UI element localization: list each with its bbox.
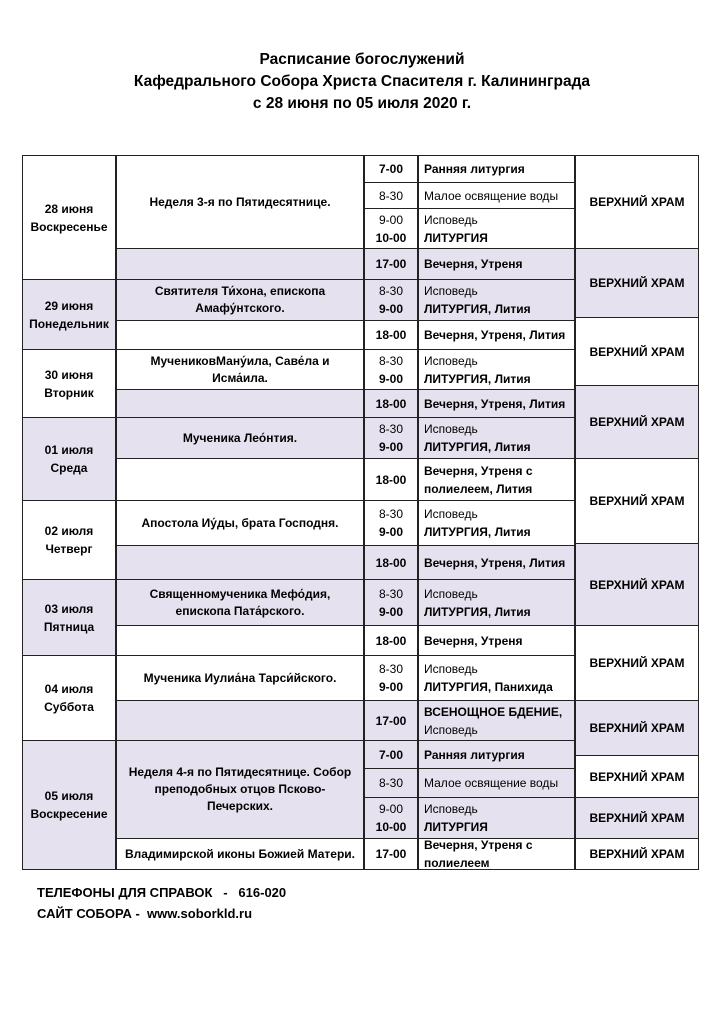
hall-label: ВЕРХНИЙ ХРАМ (589, 577, 685, 592)
service-time: 9-00 (378, 212, 404, 227)
service-time: 18-00 (375, 555, 407, 570)
service-name-cell (418, 417, 575, 459)
service-name-cell (418, 838, 575, 870)
service-name: ЛИТУРГИЯ, Лития (424, 440, 531, 454)
service-name-cell (418, 655, 575, 701)
service-time-cell (364, 248, 418, 280)
service-name: Исповедь (424, 802, 478, 816)
service-name-cell (418, 320, 575, 350)
feast-cell (116, 740, 364, 839)
day-date: 05 июля (44, 789, 94, 803)
hall-label: ВЕРХНИЙ ХРАМ (589, 415, 685, 429)
service-name-cell (418, 389, 575, 418)
service-name: Исповедь (424, 722, 478, 737)
service-time: 18-00 (375, 328, 407, 342)
day-date: 03 июля (44, 601, 94, 616)
feast-name: Мученика Лео́нтия. (182, 430, 298, 445)
service-name: ЛИТУРГИЯ, Лития (424, 302, 531, 316)
feast-cell (116, 625, 364, 656)
service-time-cell (364, 579, 418, 626)
feast-cell (116, 417, 364, 459)
feast-name: Святителя Ти́хона, епископа Амафу́нтского. (154, 284, 326, 315)
service-name-cell (418, 349, 575, 390)
service-name-cell (418, 700, 575, 741)
service-name: Вечерня, Утреня (424, 633, 523, 648)
hall-cell (575, 317, 699, 386)
service-time-cell (364, 349, 418, 390)
service-time-cell (364, 155, 418, 183)
hall-cell (575, 543, 699, 626)
service-time: 17-00 (375, 257, 407, 271)
service-name-cell (418, 208, 575, 249)
service-time: 8-30 (378, 662, 404, 676)
service-time: 9-00 (378, 440, 404, 454)
title-line-2: Кафедрального Собора Христа Спасителя г. Калининграда (133, 73, 591, 90)
feast-cell (116, 579, 364, 626)
service-name-cell (418, 458, 575, 501)
day-date: 02 июля (44, 524, 94, 538)
hall-label: ВЕРХНИЙ ХРАМ (589, 494, 685, 508)
service-name: Исповедь (424, 212, 478, 227)
service-time-cell (364, 768, 418, 798)
service-name-cell (418, 797, 575, 839)
day-weekday: Суббота (44, 700, 94, 714)
day-weekday: Четверг (45, 542, 93, 556)
title-line-1: Расписание богослужений (259, 51, 465, 68)
service-time: 8-30 (378, 188, 404, 203)
service-name: Исповедь (424, 662, 478, 676)
day-cell (22, 655, 116, 741)
service-name-cell (418, 500, 575, 546)
feast-cell (116, 545, 364, 580)
service-time-cell (364, 700, 418, 741)
day-date: 01 июля (44, 443, 94, 457)
feast-cell (116, 655, 364, 701)
service-time-cell (364, 417, 418, 459)
feast-cell (116, 700, 364, 741)
service-name: ВСЕНОЩНОЕ БДЕНИЕ, (424, 704, 563, 719)
hall-label: ВЕРХНИЙ ХРАМ (589, 276, 685, 290)
service-time-cell (364, 182, 418, 209)
service-time: 9-00 (378, 371, 404, 386)
service-time-cell (364, 740, 418, 769)
service-name-cell (418, 248, 575, 280)
service-name: Вечерня, Утреня, Лития (424, 328, 566, 342)
day-cell (22, 349, 116, 418)
service-name: Исповедь (424, 586, 478, 601)
day-cell (22, 155, 116, 280)
service-time-cell (364, 625, 418, 656)
service-time-cell (364, 545, 418, 580)
service-time: 10-00 (375, 230, 407, 245)
service-time: 9-00 (378, 604, 404, 619)
service-time: 10-00 (375, 820, 407, 834)
service-name: Малое освящение воды (424, 188, 559, 203)
day-weekday: Среда (50, 461, 88, 475)
feast-cell (116, 279, 364, 321)
service-name: ЛИТУРГИЯ, Лития (424, 525, 531, 539)
service-name: Исповедь (424, 507, 478, 521)
day-cell (22, 740, 116, 870)
service-name-cell (418, 182, 575, 209)
feast-cell (116, 458, 364, 501)
feast-cell (116, 155, 364, 249)
service-name: Исповедь (424, 422, 478, 436)
hall-label: ВЕРХНИЙ ХРАМ (589, 847, 685, 861)
day-date: 04 июля (44, 682, 94, 696)
service-name-cell (418, 625, 575, 656)
service-name: Вечерня, Утреня, Лития (424, 555, 566, 570)
service-name: Малое освящение воды (424, 776, 559, 790)
feast-name: Священномученика Мефо́дия, епископа Пата́рского. (149, 586, 331, 618)
day-weekday: Пятница (43, 619, 95, 634)
service-time: 8-30 (378, 776, 404, 790)
service-time-cell (364, 797, 418, 839)
service-time: 9-00 (378, 525, 404, 539)
service-time: 8-30 (378, 507, 404, 521)
service-time: 17-00 (375, 847, 407, 861)
day-weekday: Вторник (44, 385, 94, 400)
service-name: ЛИТУРГИЯ, Лития (424, 604, 531, 619)
feast-name: Неделя 3-я по Пятидесятнице. (149, 194, 331, 209)
title-line-3: с 28 июня по 05 июля 2020 г. (252, 95, 472, 112)
hall-cell (575, 625, 699, 701)
service-time-cell (364, 389, 418, 418)
service-name: ЛИТУРГИЯ, Лития (424, 371, 531, 386)
feast-cell (116, 389, 364, 418)
day-cell (22, 279, 116, 350)
day-cell (22, 500, 116, 580)
feast-cell (116, 349, 364, 390)
hall-cell (575, 248, 699, 318)
feast-name: МучениковМану́ила, Саве́ла и Исма́ила. (150, 353, 330, 385)
day-date: 28 июня (44, 201, 94, 216)
feast-cell (116, 320, 364, 350)
service-time: 9-00 (378, 680, 404, 694)
service-time: 8-30 (378, 422, 404, 436)
feast-cell (116, 838, 364, 870)
service-time: 18-00 (375, 396, 407, 411)
service-name: полиелеем, Лития (424, 481, 533, 496)
page-title (0, 49, 724, 115)
service-name-cell (418, 740, 575, 769)
day-weekday: Воскресение (30, 807, 108, 821)
service-name: Вечерня, Утреня с (424, 463, 533, 478)
footer (37, 882, 286, 924)
service-time: 18-00 (375, 472, 407, 487)
service-time-cell (364, 458, 418, 501)
day-date: 30 июня (44, 367, 94, 382)
service-time: 8-30 (378, 586, 404, 601)
service-name: Ранняя литургия (424, 747, 525, 762)
service-time: 17-00 (375, 713, 407, 728)
feast-cell (116, 248, 364, 280)
service-time: 8-30 (378, 353, 404, 368)
service-time-cell (364, 838, 418, 870)
hall-cell (575, 755, 699, 798)
service-time: 9-00 (378, 302, 404, 316)
day-weekday: Понедельник (29, 316, 109, 331)
feast-cell (116, 500, 364, 546)
hall-label: ВЕРХНИЙ ХРАМ (589, 195, 685, 209)
service-name: Вечерня, Утреня (424, 257, 523, 271)
service-name-cell (418, 545, 575, 580)
service-time-cell (364, 655, 418, 701)
service-name: ЛИТУРГИЯ (424, 820, 488, 834)
service-time-cell (364, 279, 418, 321)
service-name: Исповедь (424, 284, 478, 298)
hall-label: ВЕРХНИЙ ХРАМ (589, 769, 685, 784)
service-name: ЛИТУРГИЯ, Панихида (424, 680, 553, 694)
hall-label: ВЕРХНИЙ ХРАМ (589, 344, 685, 359)
hall-cell (575, 797, 699, 839)
service-name: Вечерня, Утреня с (424, 838, 533, 852)
hall-cell (575, 838, 699, 870)
hall-label: ВЕРХНИЙ ХРАМ (589, 721, 685, 735)
service-time: 9-00 (378, 802, 404, 816)
service-name-cell (418, 768, 575, 798)
hall-cell (575, 458, 699, 544)
hall-label: ВЕРХНИЙ ХРАМ (589, 656, 685, 670)
site-info: САЙТ СОБОРА - www.soborkld.ru (37, 906, 253, 921)
day-date: 29 июня (44, 298, 94, 313)
service-time-cell (364, 208, 418, 249)
service-name: Ранняя литургия (424, 162, 525, 176)
hall-cell (575, 385, 699, 459)
feast-name: Мученика Иулиа́на Тарси́йского. (143, 670, 337, 685)
service-name-cell (418, 279, 575, 321)
feast-name: Владимирской иконы Божией Матери. (125, 846, 355, 861)
day-weekday: Воскресенье (30, 219, 108, 234)
service-name: Исповедь (424, 353, 478, 368)
day-cell (22, 417, 116, 501)
hall-label: ВЕРХНИЙ ХРАМ (589, 811, 685, 825)
service-time-cell (364, 320, 418, 350)
service-time-cell (364, 500, 418, 546)
service-time: 7-00 (378, 747, 404, 762)
feast-name: Неделя 4-я по Пятидесятнице. Собор преподобных отцов Псково-Печерских. (128, 765, 352, 813)
day-cell (22, 579, 116, 656)
service-time: 8-30 (378, 284, 404, 298)
service-name-cell (418, 579, 575, 626)
hall-cell (575, 700, 699, 756)
hall-cell (575, 155, 699, 249)
feast-name: Апостола Иу́ды, брата Господня. (141, 515, 339, 530)
service-name: полиелеем (424, 856, 490, 870)
phone-info: ТЕЛЕФОНЫ ДЛЯ СПРАВОК - 616-020 (37, 885, 287, 900)
service-time: 7-00 (378, 162, 404, 176)
service-time: 18-00 (375, 633, 407, 648)
service-name: Вечерня, Утреня, Лития (424, 396, 566, 411)
service-name-cell (418, 155, 575, 183)
service-name: ЛИТУРГИЯ (424, 230, 488, 245)
